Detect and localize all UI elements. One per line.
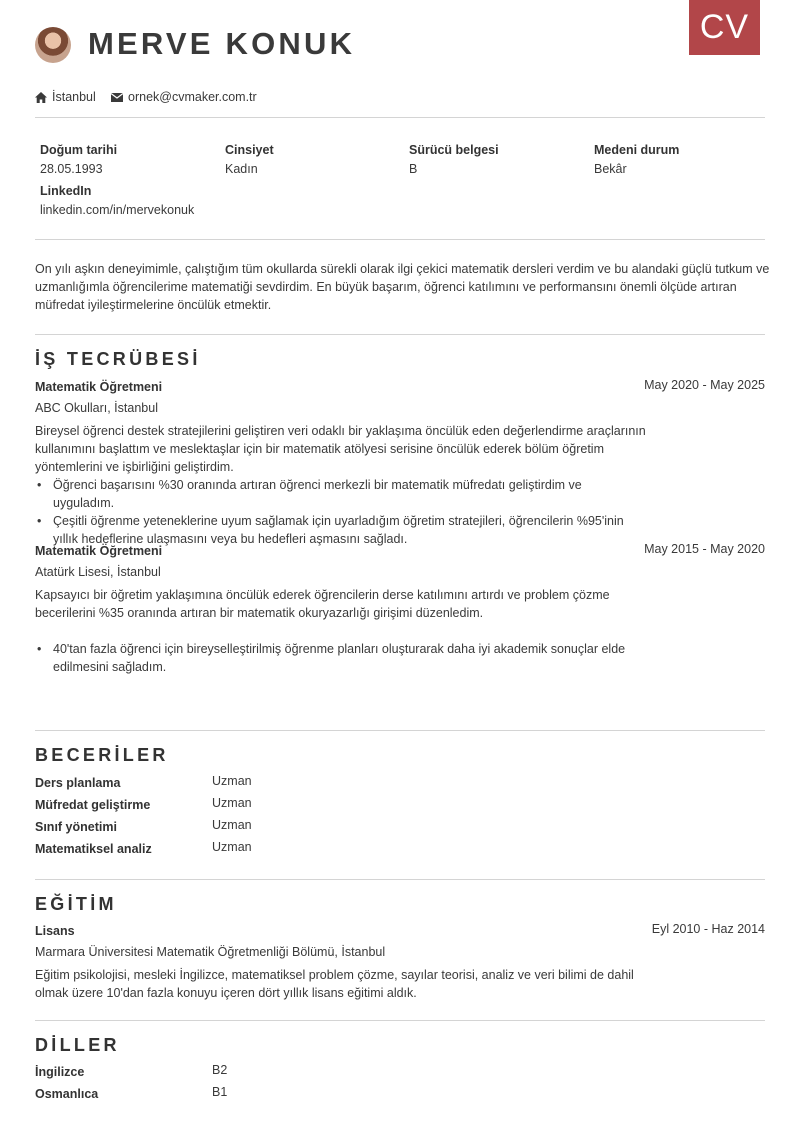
license-value: B [409,162,418,176]
bullet-line: yıllık hedeflerine ulaşmasını veya bu hedefleri aşmasını sağladı. [53,532,408,546]
job-position: Matematik Öğretmeni [35,544,163,558]
divider [35,730,765,731]
language-name: İngilizce [35,1065,85,1079]
job-company: ABC Okulları, İstanbul [35,401,158,415]
divider [35,879,765,880]
job-description [35,586,655,622]
skill-name: Sınıf yönetimi [35,820,117,834]
birth-label: Doğum tarihi [40,143,118,157]
summary-line: On yılı aşkın deneyimimle, çalıştığım tüm okullarda sürekli olarak ilgi çekici matematik dersleri verdim ve bu alandaki güçlü tutkum ve [35,262,770,276]
experience-title: İŞ TECRÜBESİ [35,349,201,369]
list-item [35,640,645,676]
license-label: Sürücü belgesi [409,143,499,157]
skill-name: Matematiksel analiz [35,842,152,856]
skill-level: Uzman [212,774,252,788]
summary-line: müfredat iyileştirmelerine öncülük etmektir. [35,298,272,312]
candidate-name: MERVE KONUK [88,26,356,61]
desc-line: Eğitim psikolojisi, mesleki İngilizce, matematiksel problem çözme, sayılar teorisi, analiz ve veri bilimi de dahil [35,968,634,982]
birth-value: 28.05.1993 [40,162,103,176]
skill-level: Uzman [212,818,252,832]
bullet-line: 40'tan fazla öğrenci için bireyselleştirilmiş öğrenme planları oluşturarak daha iyi akademik sonuçlar elde [53,642,626,656]
language-level: B1 [212,1085,228,1099]
desc-line: Kapsayıcı bir öğretim yaklaşımına öncülük ederek öğrencilerin derse katılımını artırdı ve problem çözme [35,588,610,602]
language-level: B2 [212,1063,228,1077]
city-text: İstanbul [52,90,96,104]
avatar [35,27,71,63]
email [111,90,257,104]
school: Marmara Üniversitesi Matematik Öğretmenliği Bölümü, İstanbul [35,945,386,959]
marital-value: Bekâr [594,162,627,176]
divider [35,117,765,118]
list-item: • Öğrenci başarısını %30 oranında artıran öğrenci merkezli bir matematik müfredatı geliştirdim ve uyguladım. [35,476,645,512]
job-bullets [35,476,645,548]
education-description [35,966,655,1002]
job-position: Matematik Öğretmeni [35,380,163,394]
summary [35,260,775,314]
job-bullets [35,640,645,676]
skill-level: Uzman [212,796,252,810]
degree: Lisans [35,924,75,938]
education-dates: Eyl 2010 - Haz 2014 [651,922,765,936]
skill-name: Ders planlama [35,776,121,790]
location [35,90,96,104]
linkedin-label: LinkedIn [40,184,92,198]
home-icon [35,92,47,103]
job-dates: May 2020 - May 2025 [644,378,765,392]
email-text[interactable]: ornek@cvmaker.com.tr [128,90,257,104]
divider [35,239,765,240]
divider [35,1020,765,1021]
list-item [35,512,645,548]
desc-line: olmak üzere 10'dan fazla konuyu içeren dört yıllık lisans eğitimi aldık. [35,986,417,1000]
job-dates: May 2015 - May 2020 [644,542,765,556]
linkedin-value[interactable]: linkedin.com/in/mervekonuk [40,203,195,217]
languages-title: DİLLER [35,1035,120,1055]
job-description [35,422,655,476]
summary-line: uzmanlığımla öğrencilerime matematiği sevdirdim. En büyük başarım, öğrenci katılımını ve performansını önemli ölçüde artıran [35,280,737,294]
education-title: EĞİTİM [35,894,117,914]
bullet-line: edilmesini sağladım. [53,660,167,674]
desc-line: Bireysel öğrenci destek stratejilerini geliştiren veri odaklı bir yaklaşıma öncülük eden değerlendirme araçlarının [35,424,646,438]
job-company: Atatürk Lisesi, İstanbul [35,565,161,579]
marital-label: Medeni durum [594,143,680,157]
gender-label: Cinsiyet [225,143,274,157]
divider [35,334,765,335]
desc-line: yöntemlerini ve işbirliğini geliştirdim. [35,460,234,474]
skill-level: Uzman [212,840,252,854]
gender-value: Kadın [225,162,258,176]
skills-title: BECERİLER [35,745,169,765]
desc-line: kullanımını başlattım ve meslektaşlar için bir matematik atölyesi serisine öncülük ederek bölüm öğretim [35,442,604,456]
skill-name: Müfredat geliştirme [35,798,151,812]
envelope-icon [111,93,123,102]
bullet-line: Çeşitli öğrenme yeteneklerine uyum sağlamak için uyarladığım öğretim stratejileri, öğrencilerin %95'inin [53,514,624,528]
desc-line: becerilerini %35 oranında artıran bir matematik okuryazarlığı girişimi düzenledim. [35,606,484,620]
language-name: Osmanlıca [35,1087,99,1101]
cv-badge: CV [689,0,760,55]
